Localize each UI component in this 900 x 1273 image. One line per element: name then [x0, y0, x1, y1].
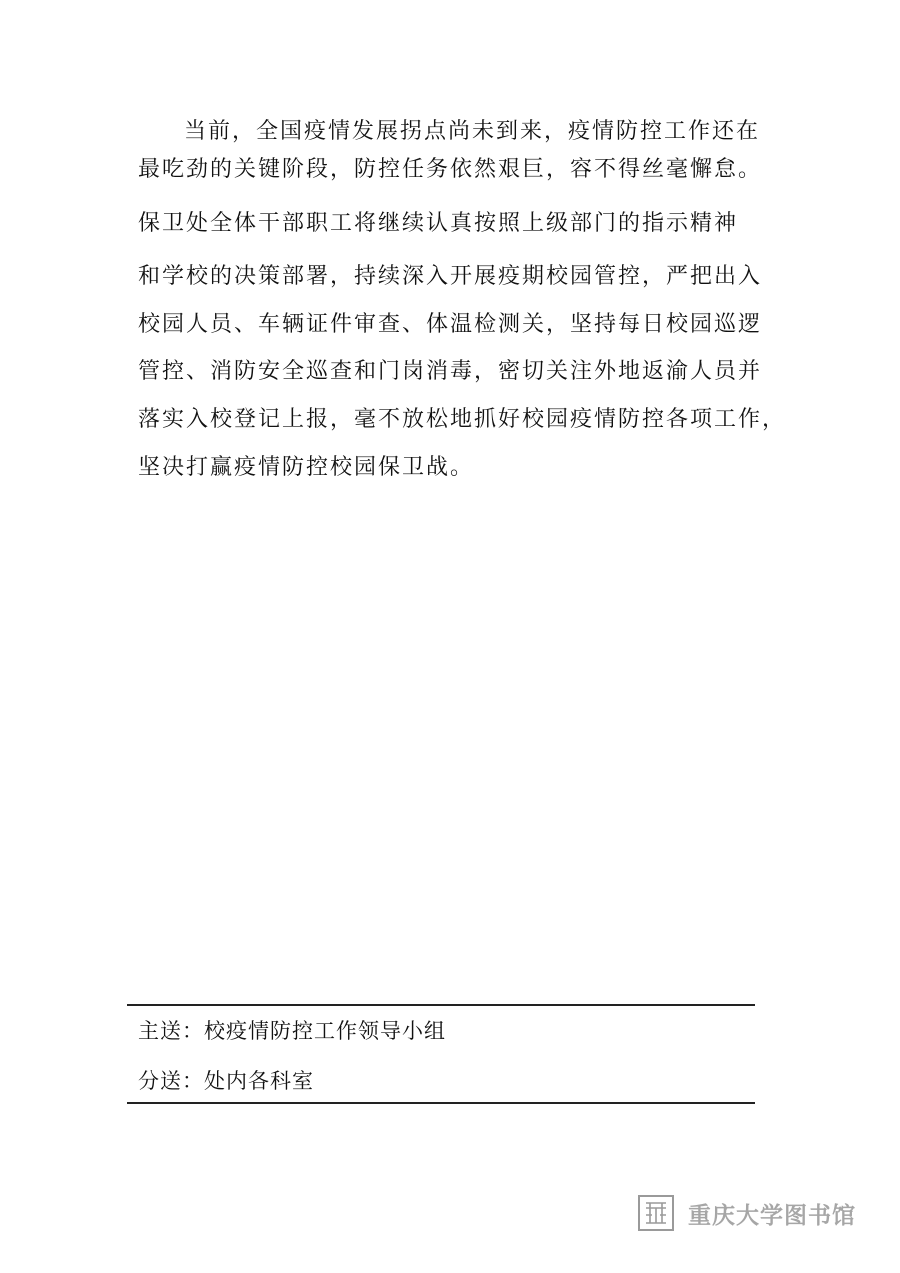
bottom-divider: [127, 1102, 755, 1104]
paragraph-line: 落实入校登记上报，毫不放松地抓好校园疫情防控各项工作，: [138, 407, 787, 432]
paragraph-line: 管控、消防安全巡查和门岗消毒，密切关注外地返渝人员并: [138, 359, 763, 384]
library-watermark: [638, 1190, 868, 1236]
library-seal-icon: [638, 1195, 674, 1231]
copy-recipient: 分送：处内各科室: [138, 1069, 314, 1093]
paragraph-line: 坚决打赢疫情防控校园保卫战。: [138, 455, 475, 480]
paragraph-line: 最吃劲的关键阶段，防控任务依然艰巨，容不得丝毫懈怠。: [138, 157, 763, 182]
paragraph-line: 和学校的决策部署，持续深入开展疫期校园管控，严把出入: [138, 264, 763, 289]
paragraph-line: 当前，全国疫情发展拐点尚未到来，疫情防控工作还在: [184, 119, 761, 144]
top-divider: [127, 1004, 755, 1006]
main-recipient: 主送：校疫情防控工作领导小组: [138, 1019, 446, 1043]
paragraph-line: 保卫处全体干部职工将继续认真按照上级部门的指示精神: [138, 211, 739, 236]
paragraph-line: 校园人员、车辆证件审查、体温检测关，坚持每日校园巡逻: [138, 312, 763, 337]
watermark-text: 重庆大学图书馆: [688, 1202, 856, 1229]
